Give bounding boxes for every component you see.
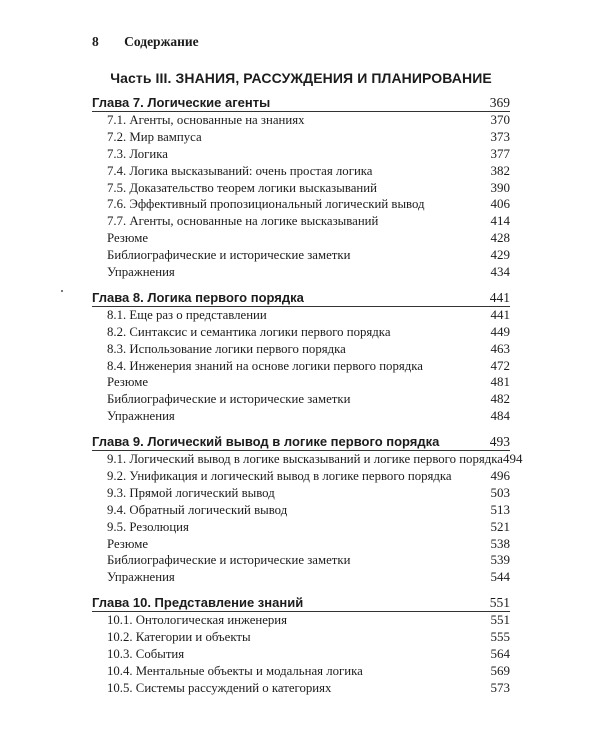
toc-entry[interactable] — [92, 468, 510, 485]
toc-entry[interactable] — [92, 629, 510, 646]
toc-entry[interactable] — [92, 324, 510, 341]
chapter-page-number: 441 — [489, 289, 510, 305]
toc-entry-title: 9.1. Логический вывод в логике высказываний и логике первого порядка — [107, 452, 503, 467]
toc-entry-page: 573 — [490, 679, 510, 695]
chapter-block — [92, 289, 510, 425]
toc-entry-page: 513 — [490, 501, 510, 517]
toc-entry-title: 7.5. Доказательство теорем логики высказываний — [107, 180, 377, 195]
toc-entry[interactable] — [92, 663, 510, 680]
toc-entry-page: 382 — [490, 162, 510, 178]
toc-entry-page: 564 — [490, 646, 510, 662]
toc-entry-page: 521 — [490, 518, 510, 534]
running-title: Содержание — [124, 34, 199, 49]
chapter-page-number: 369 — [489, 95, 510, 110]
toc-entry-title: Резюме — [107, 231, 149, 246]
toc-entry-title: 7.1. Агенты, основанные на знаниях — [107, 113, 305, 127]
toc-entry-page: 370 — [490, 112, 510, 127]
toc-entry-page: 555 — [490, 629, 510, 645]
toc-entry[interactable] — [92, 536, 510, 553]
toc-entry-title: 7.3. Логика — [107, 146, 168, 161]
chapter-block — [92, 594, 510, 696]
toc-entry-title: 8.3. Использование логики первого порядка — [107, 341, 346, 356]
toc-entry-title: Резюме — [107, 536, 149, 551]
toc-entry-page: 494 — [502, 451, 523, 467]
toc-entry-title: Библиографические и исторические заметки — [107, 553, 351, 568]
toc-entry[interactable] — [92, 391, 510, 408]
toc-entry-title: 9.5. Резолюция — [107, 519, 189, 534]
toc-entry[interactable] — [92, 247, 510, 264]
chapter-page-number: 551 — [489, 595, 510, 611]
toc-entry-title: 9.4. Обратный логический вывод — [107, 502, 288, 517]
toc-entry-title: Упражнения — [107, 409, 175, 424]
toc-entry-title: 9.2. Унификация и логический вывод в логике первого порядка — [107, 469, 452, 484]
toc-entry-title: Упражнения — [107, 265, 175, 280]
toc-entry[interactable] — [92, 451, 523, 468]
toc-entry-page: 481 — [490, 374, 510, 390]
chapter-heading[interactable] — [92, 94, 510, 112]
toc-entry-title: 8.1. Еще раз о представлении — [107, 307, 267, 322]
toc-entry-title: 7.7. Агенты, основанные на логике высказываний — [107, 214, 379, 229]
toc-entry-title: 8.4. Инженерия знаний на основе логики первого порядка — [107, 358, 423, 373]
toc-entry[interactable] — [92, 341, 510, 358]
toc-entry[interactable] — [92, 485, 510, 502]
toc-entry-title: Упражнения — [107, 570, 175, 585]
toc-entry-page: 472 — [490, 357, 510, 373]
toc-entry-title: 7.2. Мир вампуса — [107, 129, 202, 144]
toc-entry-page: 434 — [490, 264, 510, 280]
toc-entry[interactable] — [92, 680, 510, 697]
table-of-contents — [92, 94, 523, 697]
toc-entry-title: 9.3. Прямой логический вывод — [107, 485, 275, 500]
chapter-spacer — [92, 586, 510, 594]
toc-entry-page: 406 — [490, 196, 510, 212]
toc-entry[interactable] — [92, 196, 510, 213]
toc-entry[interactable] — [92, 180, 510, 197]
toc-entry-page: 449 — [490, 323, 510, 339]
toc-entry-title: 7.4. Логика высказываний: очень простая логика — [107, 163, 373, 178]
toc-entry-page: 539 — [490, 552, 510, 568]
toc-entry-page: 428 — [490, 230, 510, 246]
chapter-title: Глава 8. Логика первого порядка — [92, 289, 304, 305]
toc-entry-title: 7.6. Эффективный пропозициональный логический вывод — [107, 197, 425, 212]
running-head — [92, 34, 199, 50]
toc-entry[interactable] — [92, 112, 510, 129]
toc-entry[interactable] — [92, 264, 510, 281]
chapter-block — [92, 94, 510, 281]
chapter-page-number: 493 — [489, 434, 510, 450]
chapter-block — [92, 433, 523, 586]
toc-entry[interactable] — [92, 612, 510, 629]
toc-entry-title: Библиографические и исторические заметки — [107, 392, 351, 407]
toc-entry[interactable] — [92, 408, 510, 425]
toc-entry-page: 569 — [490, 662, 510, 678]
toc-entry-page: 463 — [490, 340, 510, 356]
toc-entry-title: 8.2. Синтаксис и семантика логики первого порядка — [107, 324, 391, 339]
toc-entry-title: 10.2. Категории и объекты — [107, 630, 251, 645]
toc-entry-title: Библиографические и исторические заметки — [107, 248, 351, 263]
chapter-heading[interactable] — [92, 433, 510, 451]
toc-entry[interactable] — [92, 569, 510, 586]
toc-entry-page: 544 — [490, 569, 510, 585]
toc-entry[interactable] — [92, 163, 510, 180]
toc-entry[interactable] — [92, 230, 510, 247]
toc-entry-page: 373 — [490, 128, 510, 144]
page-number: 8 — [92, 34, 99, 49]
toc-entry-page: 414 — [490, 213, 510, 229]
toc-entry-title: 10.5. Системы рассуждений о категориях — [107, 680, 332, 695]
toc-entry[interactable] — [92, 374, 510, 391]
toc-entry[interactable] — [92, 552, 510, 569]
toc-entry[interactable] — [92, 646, 510, 663]
chapter-title: Глава 10. Представление знаний — [92, 595, 304, 611]
toc-entry[interactable] — [92, 129, 510, 146]
chapter-spacer — [92, 281, 510, 289]
toc-entry-page: 484 — [490, 408, 510, 424]
chapter-heading[interactable] — [92, 594, 510, 612]
scan-speck — [61, 290, 63, 292]
toc-entry-page: 482 — [490, 391, 510, 407]
toc-entry-title: 10.4. Ментальные объекты и модальная логика — [107, 663, 363, 678]
toc-entry[interactable] — [92, 502, 510, 519]
toc-entry-page: 551 — [490, 612, 510, 628]
toc-entry-page: 429 — [490, 247, 510, 263]
toc-entry-title: Резюме — [107, 375, 149, 390]
toc-entry-page: 377 — [490, 145, 510, 161]
toc-entry-page: 441 — [490, 306, 510, 322]
toc-entry[interactable] — [92, 146, 510, 163]
toc-entry-title: 10.3. События — [107, 647, 185, 662]
toc-entry-page: 503 — [490, 484, 510, 500]
part-title: Часть III. ЗНАНИЯ, РАССУЖДЕНИЯ И ПЛАНИРОВАНИЕ — [110, 70, 492, 86]
toc-entry[interactable] — [92, 307, 510, 324]
toc-entry[interactable] — [92, 519, 510, 536]
toc-entry-page: 390 — [490, 179, 510, 195]
toc-entry[interactable] — [92, 213, 510, 230]
chapter-title: Глава 7. Логические агенты — [92, 95, 271, 110]
toc-entry-page: 538 — [490, 535, 510, 551]
toc-entry-page: 496 — [490, 468, 510, 484]
chapter-title: Глава 9. Логический вывод в логике первого порядка — [92, 434, 440, 450]
chapter-spacer — [92, 425, 510, 433]
toc-entry-title: 10.1. Онтологическая инженерия — [107, 613, 288, 628]
chapter-heading[interactable] — [92, 289, 510, 307]
toc-entry[interactable] — [92, 358, 510, 375]
